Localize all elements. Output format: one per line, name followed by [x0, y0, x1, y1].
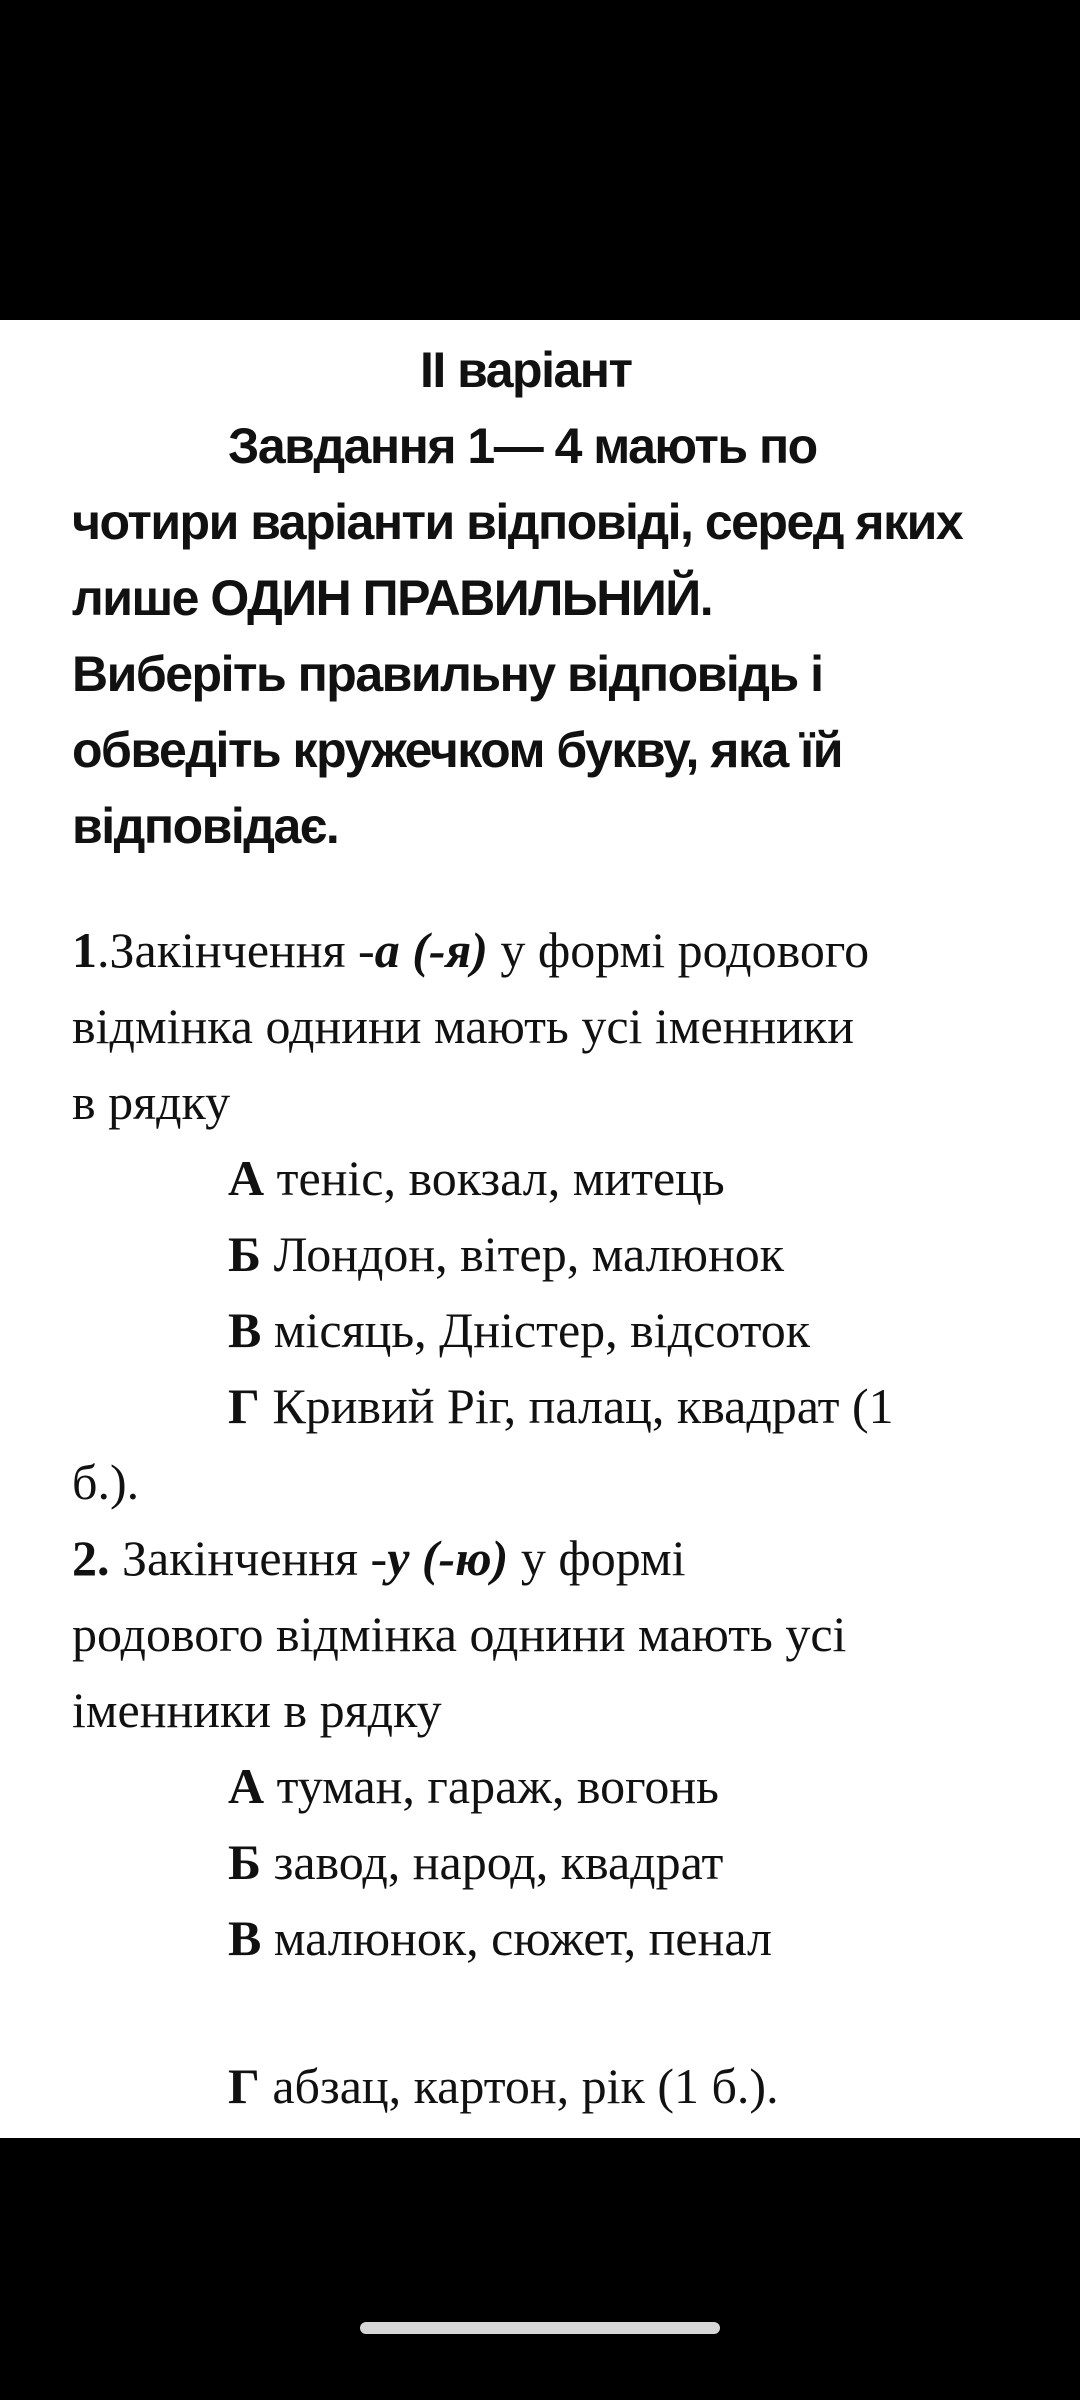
question-1-stem: 1.Закінчення -а (-я) у формі родового — [72, 922, 870, 978]
answer-option[interactable]: А теніс, вокзал, митець — [228, 1150, 725, 1206]
option-letter: Г — [228, 2058, 260, 2114]
document-page — [0, 320, 1080, 2138]
option-letter: Г — [228, 1378, 260, 1434]
instruction-line: чотири варіанти відповіді, серед яких — [72, 494, 963, 550]
instruction-line: Завдання 1— 4 мають по — [228, 418, 817, 474]
option-letter: А — [228, 1758, 265, 1814]
top-black-bar — [0, 0, 1080, 320]
instruction-line: Виберіть правильну відповідь і — [72, 646, 823, 702]
points-note: б.). — [72, 1454, 140, 1510]
answer-option[interactable]: А туман, гараж, вогонь — [228, 1758, 719, 1814]
variant-title: ІІ варіант — [420, 342, 632, 398]
instruction-line: обведіть кружечком букву, яка їй — [72, 722, 842, 778]
question-number: 2. — [72, 1530, 110, 1586]
instruction-line: відповідає. — [72, 798, 339, 854]
answer-option[interactable]: Б завод, народ, квадрат — [228, 1834, 724, 1890]
question-2-stem-line: родового відмінка однини мають усі — [72, 1606, 847, 1662]
ending-highlight: у (-ю) — [387, 1530, 509, 1586]
answer-option[interactable]: Г абзац, картон, рік (1 б.). — [228, 2058, 779, 2114]
question-2-stem: 2. Закінчення -у (-ю) у формі — [72, 1530, 686, 1586]
ending-highlight: а (-я) — [374, 922, 488, 978]
option-letter: В — [228, 1302, 262, 1358]
option-letter: А — [228, 1150, 265, 1206]
question-1-stem-line: в рядку — [72, 1074, 231, 1130]
answer-option[interactable]: Г Кривий Ріг, палац, квадрат (1 — [228, 1378, 894, 1434]
answer-option[interactable]: Б Лондон, вітер, малюнок — [228, 1226, 785, 1282]
home-indicator[interactable] — [360, 2322, 720, 2334]
option-letter: В — [228, 1910, 262, 1966]
question-2-stem-line: іменники в рядку — [72, 1682, 442, 1738]
instruction-line: лише ОДИН ПРАВИЛЬНИЙ. — [72, 570, 713, 626]
question-number: 1 — [72, 922, 97, 978]
option-letter: Б — [228, 1226, 262, 1282]
answer-option[interactable]: В малюнок, сюжет, пенал — [228, 1910, 772, 1966]
question-1-stem-line: відмінка однини мають усі іменники — [72, 998, 854, 1054]
answer-option[interactable]: В місяць, Дністер, відсоток — [228, 1302, 811, 1358]
option-letter: Б — [228, 1834, 262, 1890]
